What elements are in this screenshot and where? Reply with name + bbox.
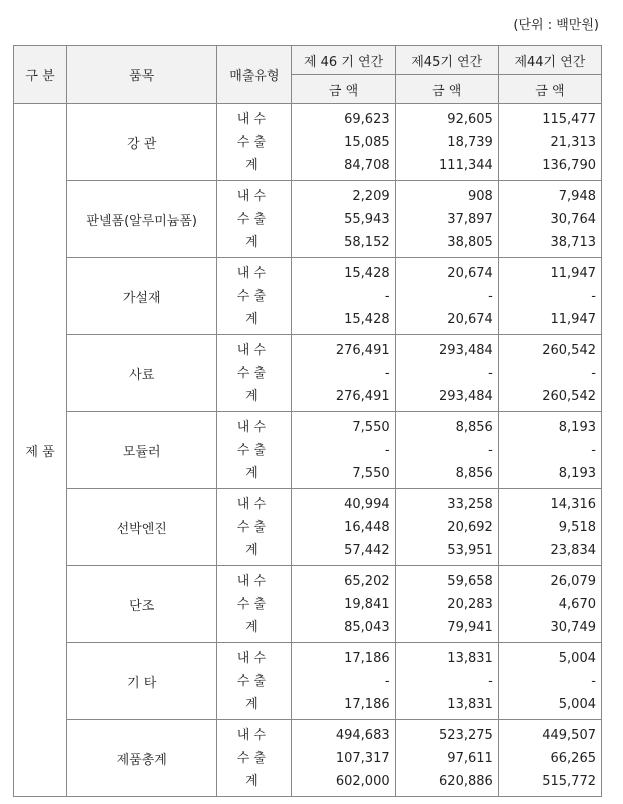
sales-type-label: 내 수 [236,727,267,743]
sales-type-label: 내 수 [236,573,267,589]
amount-value: 276,491 [335,388,390,404]
sales-type-label: 수 출 [236,288,267,304]
amount-value: 11,947 [550,265,596,281]
amount-value: 58,152 [344,234,390,250]
amount-value: - [384,442,390,458]
amount-value: 53,951 [447,542,493,558]
amount-value: 2,209 [352,188,390,204]
sales-type-label: 내 수 [236,265,267,281]
table-row [14,489,602,566]
amount-value: - [384,365,390,381]
amount-value: 85,043 [344,619,390,635]
amount-cell [498,720,601,797]
amount-value: 23,834 [550,542,596,558]
amount-value: 15,428 [344,311,390,327]
amount-cell [292,258,395,335]
amount-value: 5,004 [558,650,596,666]
header-amount: 금 액 [498,75,601,104]
table-row [14,258,602,335]
header-year-45: 제45기 연간 [395,46,498,75]
sales-type-label: 수 출 [236,134,267,150]
table-header [14,46,602,104]
amount-value: - [384,288,390,304]
amount-value: - [488,288,493,304]
amount-value: - [488,365,493,381]
amount-value: 515,772 [542,773,596,789]
amount-value: 7,550 [352,419,390,435]
header-item: 품목 [67,46,217,104]
item-name: 강 관 [67,104,217,181]
amount-value: - [591,365,596,381]
amount-value: 21,313 [550,134,596,150]
item-name: 판넬폼(알루미늄폼) [67,181,217,258]
table-row [14,335,602,412]
amount-cell [498,258,601,335]
amount-value: 19,841 [344,596,390,612]
amount-value: 20,283 [447,596,493,612]
amount-value: 260,542 [542,388,596,404]
amount-value: 494,683 [335,727,390,743]
amount-cell [498,335,601,412]
amount-value: 276,491 [335,342,390,358]
sales-type-label: 수 출 [236,211,267,227]
unit-label: (단위 : 백만원) [513,18,599,33]
amount-value: 17,186 [344,696,390,712]
sales-type-label: 계 [245,542,258,558]
sales-type-label: 계 [245,157,258,173]
amount-cell [395,720,498,797]
sales-type-label: 내 수 [236,419,267,435]
sales-type-label: 수 출 [236,673,267,689]
amount-value: 79,941 [447,619,493,635]
sales-type-label: 계 [245,311,258,327]
item-name: 가설재 [67,258,217,335]
amount-value: 908 [467,188,493,204]
amount-cell [498,412,601,489]
amount-value: 14,316 [550,496,596,512]
amount-value: 8,856 [455,465,493,481]
table-row [14,181,602,258]
amount-cell [498,181,601,258]
amount-value: 4,670 [558,596,596,612]
amount-value: 30,749 [550,619,596,635]
sales-type-label: 수 출 [236,596,267,612]
sales-type-label: 내 수 [236,188,267,204]
sales-type-cell [217,258,292,335]
sales-type-cell [217,335,292,412]
amount-cell [395,335,498,412]
amount-value: 33,258 [447,496,493,512]
sales-type-cell [217,489,292,566]
sales-type-label: 계 [245,619,258,635]
sales-type-label: 내 수 [236,496,267,512]
sales-type-label: 계 [245,696,258,712]
amount-value: 15,428 [344,265,390,281]
amount-cell [395,489,498,566]
amount-value: - [591,673,596,689]
amount-cell [395,181,498,258]
category-cell: 제 품 [14,104,67,797]
amount-value: - [384,673,390,689]
amount-value: 66,265 [550,750,596,766]
amount-value: 8,193 [558,465,596,481]
amount-value: 20,674 [447,265,493,281]
item-name: 제품총계 [67,720,217,797]
sales-type-label: 수 출 [236,519,267,535]
amount-value: 30,764 [550,211,596,227]
sales-type-cell [217,181,292,258]
item-name: 기 타 [67,643,217,720]
amount-value: 40,994 [344,496,390,512]
amount-cell [395,104,498,181]
amount-value: 9,518 [558,519,596,535]
item-name: 선박엔진 [67,489,217,566]
amount-value: 111,344 [439,157,493,173]
amount-value: 449,507 [542,727,596,743]
header-amount: 금 액 [292,75,395,104]
amount-value: 107,317 [335,750,390,766]
sales-table [13,45,602,797]
amount-cell [292,335,395,412]
amount-value: 69,623 [344,111,390,127]
amount-cell [395,412,498,489]
table-row [14,643,602,720]
amount-value: 38,805 [447,234,493,250]
amount-value: 55,943 [344,211,390,227]
amount-value: 620,886 [439,773,493,789]
amount-value: 20,674 [447,311,493,327]
amount-value: 16,448 [344,519,390,535]
sales-type-label: 수 출 [236,442,267,458]
amount-value: 59,658 [447,573,493,589]
amount-cell [292,489,395,566]
amount-value: 26,079 [550,573,596,589]
amount-cell [498,489,601,566]
amount-value: 84,708 [344,157,390,173]
table-row [14,104,602,181]
amount-cell [292,566,395,643]
sales-type-cell [217,720,292,797]
amount-value: 8,856 [455,419,493,435]
amount-value: 17,186 [344,650,390,666]
sales-type-label: 계 [245,388,258,404]
amount-cell [395,643,498,720]
table-row [14,566,602,643]
amount-value: 11,947 [550,311,596,327]
amount-value: - [488,442,493,458]
amount-value: 15,085 [344,134,390,150]
item-name: 사료 [67,335,217,412]
amount-value: 293,484 [439,388,493,404]
sales-type-label: 계 [245,465,258,481]
amount-value: 92,605 [447,111,493,127]
amount-value: 136,790 [542,157,596,173]
sales-type-cell [217,104,292,181]
amount-value: 13,831 [447,696,493,712]
amount-value: 38,713 [550,234,596,250]
amount-value: 7,948 [558,188,596,204]
sales-type-label: 내 수 [236,342,267,358]
amount-cell [292,181,395,258]
header-year-44: 제44기 연간 [498,46,601,75]
sales-type-cell [217,412,292,489]
amount-cell [498,566,601,643]
amount-cell [292,643,395,720]
amount-cell [292,412,395,489]
amount-value: 523,275 [439,727,493,743]
amount-value: 260,542 [542,342,596,358]
item-name: 단조 [67,566,217,643]
header-category: 구 분 [14,46,67,104]
sales-type-cell [217,643,292,720]
sales-type-label: 내 수 [236,111,267,127]
amount-value: 20,692 [447,519,493,535]
sales-type-label: 수 출 [236,750,267,766]
amount-cell [498,643,601,720]
amount-value: - [591,288,596,304]
amount-value: 5,004 [558,696,596,712]
amount-value: 65,202 [344,573,390,589]
sales-type-label: 내 수 [236,650,267,666]
amount-value: 8,193 [558,419,596,435]
amount-value: 13,831 [447,650,493,666]
amount-value: 115,477 [542,111,596,127]
table-row [14,412,602,489]
sales-type-label: 계 [245,234,258,250]
amount-cell [292,104,395,181]
amount-value: - [488,673,493,689]
sales-type-label: 수 출 [236,365,267,381]
amount-value: 97,611 [447,750,493,766]
sales-type-label: 계 [245,773,258,789]
amount-cell [292,720,395,797]
amount-value: 37,897 [447,211,493,227]
header-amount: 금 액 [395,75,498,104]
header-year-46: 제 46 기 연간 [292,46,395,75]
table-row [14,720,602,797]
amount-cell [498,104,601,181]
amount-cell [395,566,498,643]
amount-value: 602,000 [335,773,390,789]
amount-value: 18,739 [447,134,493,150]
item-name: 모듈러 [67,412,217,489]
sales-type-cell [217,566,292,643]
header-row-years [14,46,602,75]
header-sales-type: 매출유형 [217,46,292,104]
table-body [14,104,602,797]
amount-cell [395,258,498,335]
amount-value: - [591,442,596,458]
amount-value: 57,442 [344,542,390,558]
amount-value: 293,484 [439,342,493,358]
amount-value: 7,550 [352,465,390,481]
